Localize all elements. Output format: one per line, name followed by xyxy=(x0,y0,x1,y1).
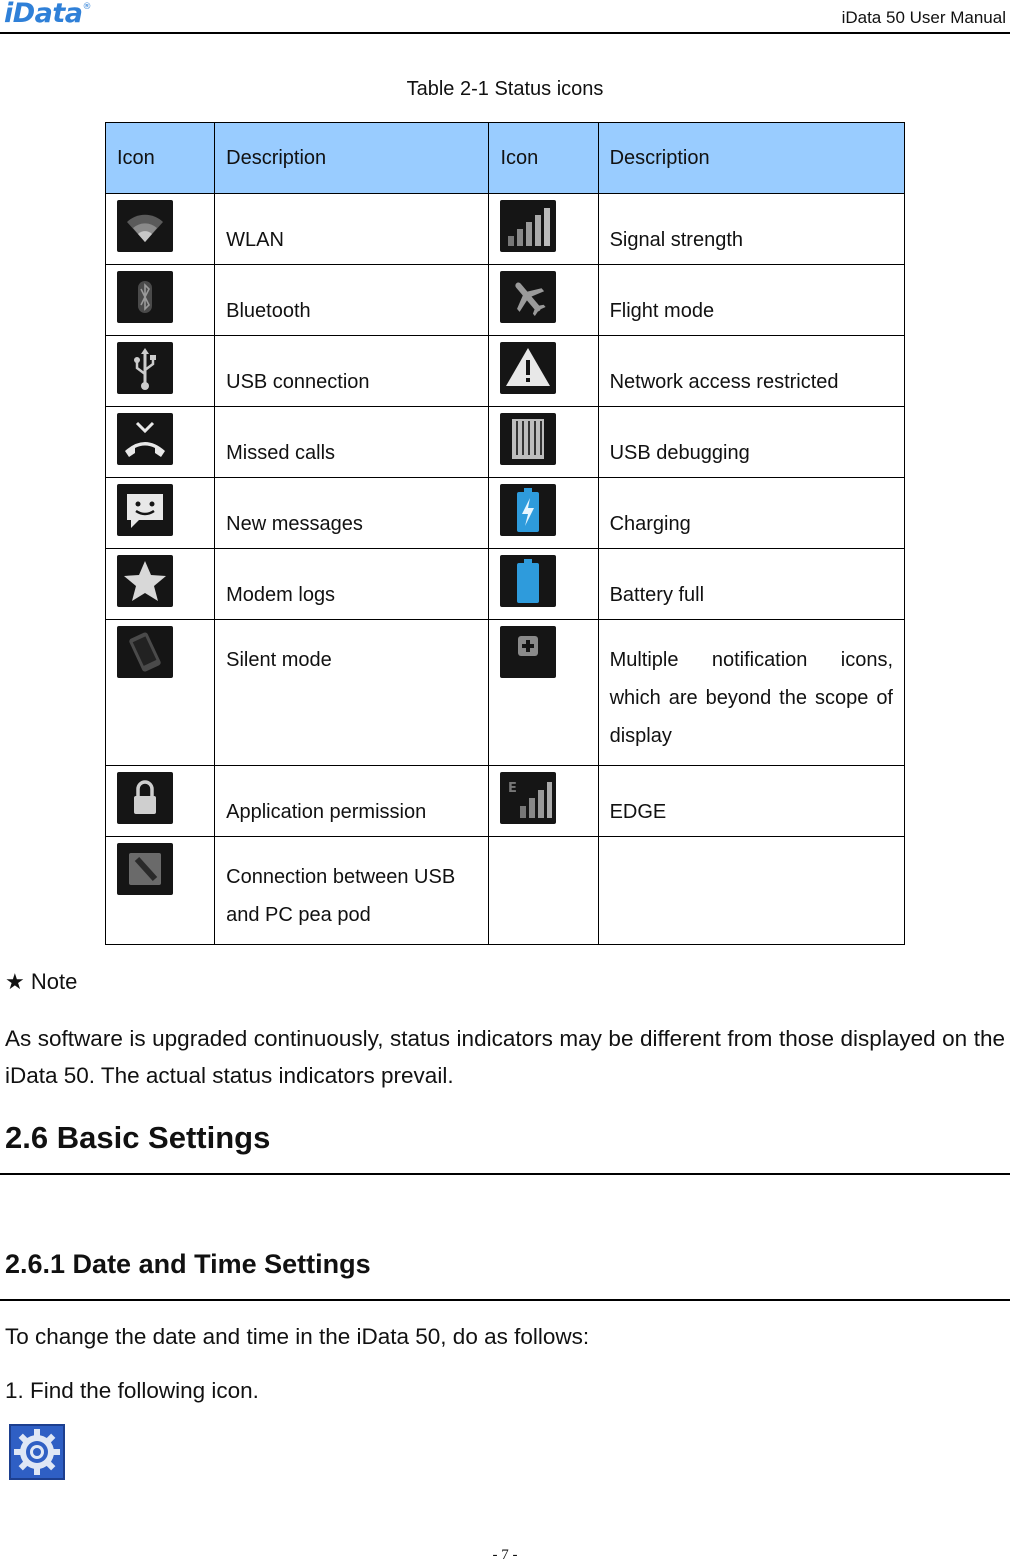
message-icon xyxy=(117,484,173,536)
note-title: ★ Note xyxy=(5,969,78,994)
battery-charging-icon xyxy=(500,484,556,536)
star-icon xyxy=(117,555,173,607)
step-1-text: 1. Find the following icon. xyxy=(5,1378,259,1403)
table-row xyxy=(106,407,905,478)
battery-full-icon xyxy=(500,555,556,607)
silent-mode-icon xyxy=(117,626,173,678)
table-row xyxy=(106,620,905,766)
table-row xyxy=(106,265,905,336)
wlan-icon xyxy=(117,200,173,252)
note-body: As software is upgraded continuously, status indicators may be different from those displayed on the iData 50. The actual status indicators prevail. xyxy=(5,1026,1005,1088)
table-cell: Signal strength xyxy=(609,229,743,251)
subsection-heading: 2.6.1 Date and Time Settings xyxy=(5,1249,371,1279)
table-cell: Multiple notification icons, which are beyond the scope of display xyxy=(609,649,893,747)
table-cell: Silent mode xyxy=(226,649,332,671)
table-row xyxy=(106,549,905,620)
table-cell: Application permission xyxy=(226,801,427,823)
pc-connection-icon xyxy=(117,843,173,895)
table-cell: USB debugging xyxy=(609,442,750,464)
table-row xyxy=(106,336,905,407)
intro-paragraph: To change the date and time in the iData 50, do as follows: xyxy=(5,1324,590,1349)
table-caption: Table 2-1 Status icons xyxy=(406,78,604,100)
signal-strength-icon xyxy=(500,200,556,252)
column-header: Icon xyxy=(489,123,598,194)
lock-icon xyxy=(117,772,173,824)
more-notifications-icon xyxy=(500,626,556,678)
table-cell: EDGE xyxy=(609,801,667,823)
table-row xyxy=(106,478,905,549)
table-row xyxy=(106,837,905,945)
edge-signal-icon xyxy=(500,772,556,824)
table-cell: Network access restricted xyxy=(609,371,839,393)
warning-icon xyxy=(500,342,556,394)
usb-icon xyxy=(117,342,173,394)
column-header: Description xyxy=(598,123,904,194)
table-cell: Connection between USB and PC pea pod xyxy=(226,866,456,926)
table-row xyxy=(106,194,905,265)
table-row xyxy=(106,766,905,837)
bluetooth-icon xyxy=(117,271,173,323)
table-cell: Bluetooth xyxy=(226,300,311,322)
page-header xyxy=(0,0,1010,34)
table-cell: Flight mode xyxy=(609,300,715,322)
settings-gear-icon xyxy=(9,1424,65,1480)
usb-debugging-icon xyxy=(500,413,556,465)
manual-title: iData 50 User Manual xyxy=(841,8,1006,27)
missed-call-icon xyxy=(117,413,173,465)
svg-text:E: E xyxy=(508,781,518,796)
table-cell: Battery full xyxy=(609,584,705,606)
table-cell: WLAN xyxy=(226,229,284,251)
empty-cell xyxy=(489,837,598,945)
section-heading: 2.6 Basic Settings xyxy=(5,1120,271,1155)
table-cell: Missed calls xyxy=(226,442,336,464)
page-number: - 7 - xyxy=(492,1547,518,1563)
section-divider xyxy=(0,1173,1010,1175)
idata-logo: iData® xyxy=(4,0,92,29)
flight-mode-icon xyxy=(500,271,556,323)
table-cell: Modem logs xyxy=(226,584,336,606)
status-icons-table xyxy=(105,122,905,945)
subsection-divider xyxy=(0,1299,1010,1301)
table-cell: USB connection xyxy=(226,371,370,393)
empty-cell xyxy=(598,837,904,945)
column-header: Icon xyxy=(106,123,215,194)
table-cell: Charging xyxy=(609,513,691,535)
table-header-row xyxy=(106,123,905,194)
table-cell: New messages xyxy=(226,513,363,535)
column-header: Description xyxy=(215,123,489,194)
